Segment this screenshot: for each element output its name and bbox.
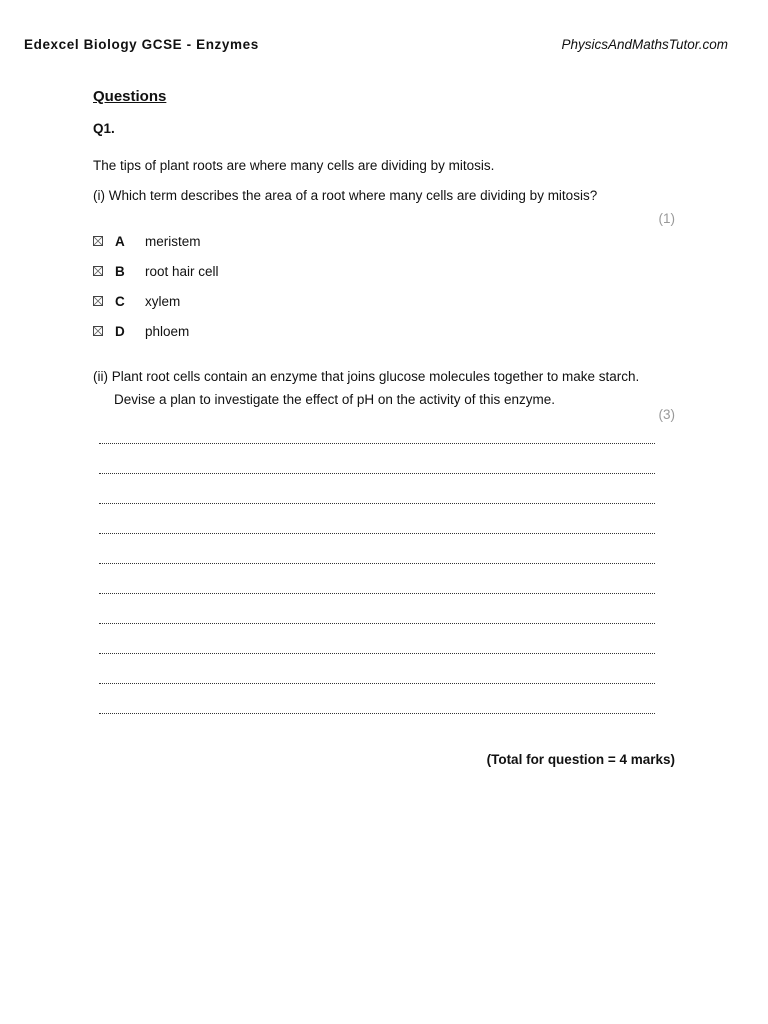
answer-line[interactable] bbox=[99, 563, 655, 565]
checkbox-icon[interactable] bbox=[93, 326, 103, 336]
option-label: root hair cell bbox=[145, 263, 219, 279]
answer-line[interactable] bbox=[99, 533, 655, 535]
answer-line[interactable] bbox=[99, 473, 655, 475]
header-site: PhysicsAndMathsTutor.com bbox=[561, 37, 728, 52]
total-marks: (Total for question = 4 marks) bbox=[486, 752, 675, 767]
answer-line[interactable] bbox=[99, 593, 655, 595]
answer-line[interactable] bbox=[99, 443, 655, 445]
header-title: Edexcel Biology GCSE - Enzymes bbox=[24, 37, 259, 52]
part-ii-marks: (3) bbox=[658, 407, 675, 422]
part-ii-line1: (ii) Plant root cells contain an enzyme that joins glucose molecules together to make starch. bbox=[93, 369, 640, 384]
option-label: meristem bbox=[145, 233, 201, 249]
answer-line[interactable] bbox=[99, 653, 655, 655]
answer-line[interactable] bbox=[99, 503, 655, 505]
checkbox-icon[interactable] bbox=[93, 296, 103, 306]
part-ii-line2: Devise a plan to investigate the effect of pH on the activity of this enzyme. bbox=[114, 392, 555, 407]
option-letter: B bbox=[115, 263, 125, 279]
part-i-marks: (1) bbox=[658, 211, 675, 226]
question-number: Q1. bbox=[93, 121, 115, 136]
checkbox-icon[interactable] bbox=[93, 266, 103, 276]
question-intro: The tips of plant roots are where many cells are dividing by mitosis. bbox=[93, 158, 495, 173]
option-letter: A bbox=[115, 233, 125, 249]
option-label: phloem bbox=[145, 323, 190, 339]
option-b[interactable] bbox=[93, 262, 219, 280]
option-letter: D bbox=[115, 323, 125, 339]
checkbox-icon[interactable] bbox=[93, 236, 103, 246]
section-title: Questions bbox=[93, 88, 167, 105]
option-letter: C bbox=[115, 293, 125, 309]
option-a[interactable] bbox=[93, 232, 201, 250]
answer-line[interactable] bbox=[99, 713, 655, 715]
answer-line[interactable] bbox=[99, 683, 655, 685]
option-c[interactable] bbox=[93, 292, 180, 310]
option-d[interactable] bbox=[93, 322, 189, 340]
option-label: xylem bbox=[145, 293, 181, 309]
answer-line[interactable] bbox=[99, 623, 655, 625]
part-i-text: (i) Which term describes the area of a root where many cells are dividing by mitosis? bbox=[93, 188, 598, 203]
